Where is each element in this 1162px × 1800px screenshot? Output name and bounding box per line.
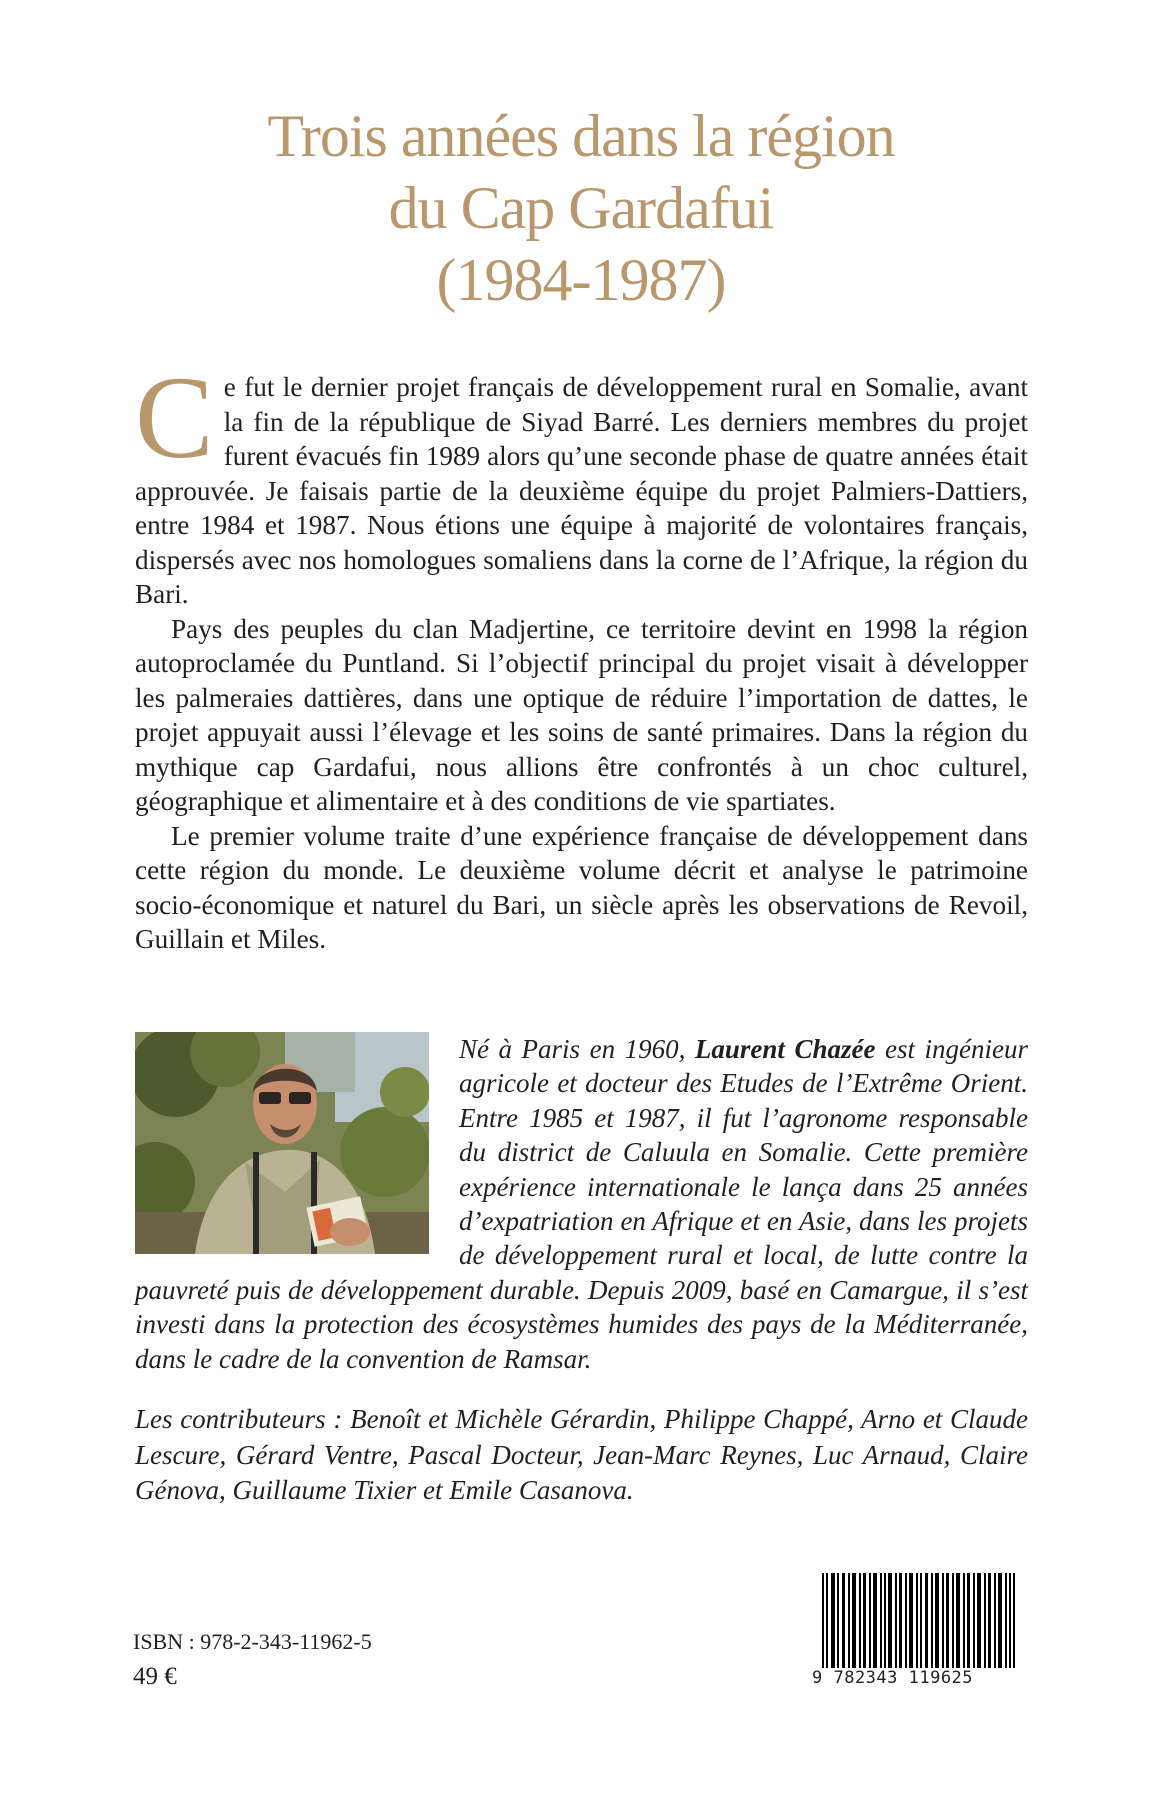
isbn: ISBN : 978-2-343-11962-5: [133, 1629, 372, 1654]
drop-cap: C: [135, 352, 214, 483]
description-paragraph-2: Pays des peuples du clan Madjertine, ce territoire devint en 1998 la région autoproclamée du Puntland. Si l’objectif principal du projet visait à développer les palmeraies dattières, dans une optique de réduire l’importation de dattes, le projet appuyait aussi l’élevage et les soins de santé primaires. Dans la région du mythique cap Gardafui, nous allions être confrontés à un choc culturel, géographique et alimentaire et à des conditions de vie spartiates.: [135, 613, 1028, 816]
paragraph-1-text: e fut le dernier projet français de développement rural en Somalie, avant la fin de la république de Siyad Barré. Les derniers membres du projet furent évacués fin 1989 alors qu’une seconde phase de quatre années était approuvée. Je faisais partie de la deuxième équipe du projet Palmiers-Dattiers, entre 1984 et 1987. Nous étions une équipe à majorité de volontaires français, dispersés avec nos homologues somaliens dans la corne de l’Afrique, la région du Bari.: [135, 372, 1028, 609]
description-paragraph-3: Le premier volume traite d’une expérience française de développement dans cette région du monde. Le deuxième volume décrit et analyse le patrimoine socio-économique et naturel du Bari, un siècle après les observations de Revoil, Guillain et Miles.: [135, 820, 1028, 954]
book-description: [135, 352, 1028, 957]
author-photo: [135, 1032, 429, 1254]
author-bio: [135, 1032, 1028, 1376]
author-photo-image: [135, 1032, 429, 1254]
author-intro: Né à Paris en 1960,: [459, 1034, 695, 1064]
price: 49 €: [133, 1663, 177, 1690]
title-line-2: du Cap Gardafui: [388, 175, 774, 241]
contributors: Les contributeurs : Benoît et Michèle Gérardin, Philippe Chappé, Arno et Claude Lescure, Gérard Ventre, Pascal Docteur, Jean-Marc Reynes, Luc Arnaud, Claire Génova, Guillaume Tixier et Emile Casanova.: [135, 1404, 1028, 1505]
description-paragraph-1: [135, 352, 1028, 612]
title-line-3: (1984-1987): [436, 247, 726, 313]
title-line-1: Trois années dans la région: [267, 103, 895, 169]
author-bio-text: est ingénieur agricole et docteur des Etudes de l’Extrême Orient. Entre 1985 et 1987, il fut l’agronome responsable du district de Caluula en Somalie. Cette première expérience internationale le lança dans 25 années d’expatriation en Afrique et en Asie, dans les projets de développement rural et local, de lutte contre la pauvreté puis de développement durable. Depuis 2009, basé en Camargue, il s’est investi dans la protection des écosystèmes humides des pays de la Méditerranée, dans le cadre de la convention de Ramsar.: [135, 1034, 1028, 1374]
author-name: Laurent Chazée: [694, 1034, 876, 1064]
book-title: [0, 100, 1162, 316]
barcode-digits: 9 782343 119625: [810, 1668, 1038, 1688]
